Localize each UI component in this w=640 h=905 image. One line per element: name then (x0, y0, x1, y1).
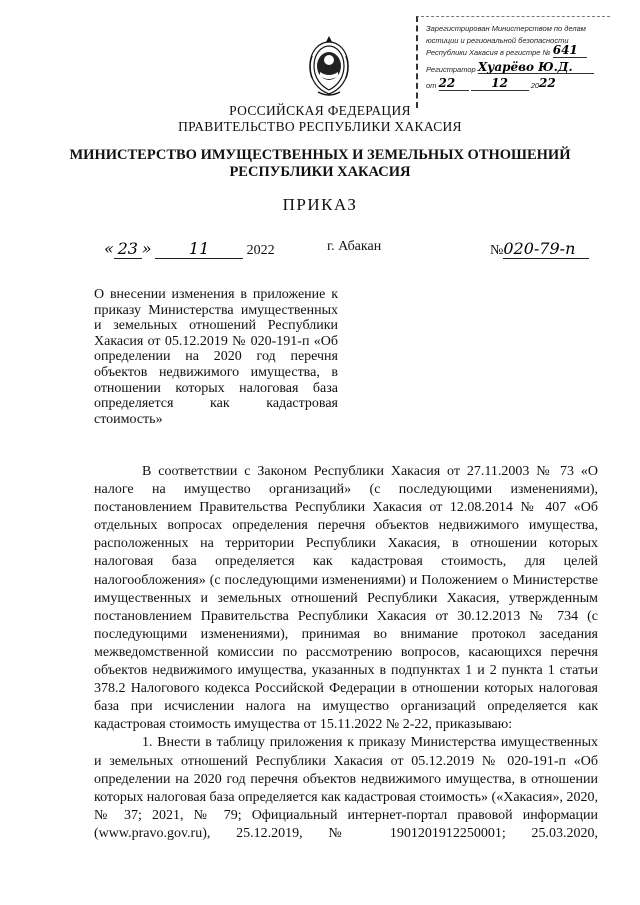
country-name: РОССИЙСКАЯ ФЕДЕРАЦИЯ (229, 103, 411, 118)
body-paragraph-1: В соответствии с Законом Республики Хакасия от 27.11.2003 № 73 «О налоге на имущество организаций» (с последующими изменениями), постановлением Правительства Республики Хакасия от 12.08.2014 № 407 «Об отдельных вопросах определения перечня объектов недвижимого имущества, расположенных на территории Республики Хакасия, в отношении которых налоговая база определяется как кадастровая стоимость, для целей налогообложения» (с последующими изменениями) и Положением о Министерстве имущественных и земельных отношений Республики Хакасия, утвержденным постановлением Правительства Республики Хакасия от 30.12.2013 № 734 (с последующими изменениями), принимая во внимание протокол заседания межведомственной комиссии по рассмотрению вопросов, касающихся перечня объектов недвижимого имущества, указанных в подпунктах 1 и 2 пункта 1 статьи 378.2 Налогового кодекса Российской Федерации в отношении которых налоговая база при исчислении налога на имущество организаций определяется как кадастровая стоимость имущества от 15.11.2022 № 2-22, приказываю: (94, 464, 598, 733)
stamp-registrar-label: Регистратор (426, 64, 476, 74)
date-month: 11 (155, 239, 243, 259)
number-sign: № (490, 243, 504, 258)
stamp-registrar-signature: Хуарёво Ю.Д. (478, 62, 594, 75)
stamp-date-prefix: от (426, 81, 437, 90)
stamp-line-3 (426, 43, 610, 59)
ministry-name-line-1: МИНИСТЕРСТВО ИМУЩЕСТВЕННЫХ И ЗЕМЕЛЬНЫХ ОТНОШЕНИЙ (69, 147, 571, 163)
document-type: ПРИКАЗ (282, 195, 358, 214)
order-date (104, 239, 275, 259)
date-year: 2022 (246, 243, 275, 258)
body-paragraph-2: 1. Внести в таблицу приложения к приказу Министерства имущественных и земельных отношений Республики Хакасия от 05.12.2019 № 020-191-п «Об определении на 2020 год перечня объектов недвижимого имущества, в отношении которых налоговая база определяется как кадастровая стоимость» («Хакасия», 2020, № 37; 2021, № 79; Официальный интернет-портал правовой информации (www.pravo.gov.ru), 25.12.2019, № 1901201912250001; 25.03.2020, (94, 735, 598, 841)
stamp-reg-day: 22 (439, 78, 469, 91)
stamp-line-4 (426, 59, 610, 76)
date-day: 23 (114, 239, 142, 259)
date-quote-close: » (141, 239, 152, 258)
stamp-line-5 (426, 76, 610, 92)
stamp-reg-month: 12 (471, 78, 529, 91)
date-quote-open: « (104, 239, 114, 258)
stamp-reg-number: 641 (553, 45, 587, 58)
stamp-year-suffix: 22 (539, 76, 556, 90)
stamp-line-3-label: Республики Хакасия в регистре № (426, 48, 551, 57)
government-name: ПРАВИТЕЛЬСТВО РЕСПУБЛИКИ ХАКАСИЯ (178, 119, 462, 134)
order-title: О внесении изменения в приложение к приказу Министерства имущественных и земельных отношений Республики Хакасия от 05.12.2019 № 020-191-п «Об определении на 2020 год перечня объектов недвижимого имущества, в отношении которых налоговая база определяется как кадастровая стоимость» (94, 287, 338, 427)
coat-of-arms-emblem (304, 36, 354, 100)
stamp-line-1: Зарегистрирован Министерством по делам (426, 24, 586, 33)
registration-stamp (416, 16, 610, 108)
stamp-line-2: юстиции и региональной безопасности (426, 35, 569, 45)
stamp-year-prefix: 20 (530, 81, 540, 90)
order-number (490, 239, 589, 259)
ministry-name-line-2: РЕСПУБЛИКИ ХАКАСИЯ (229, 164, 411, 180)
number-value: 020-79-п (503, 239, 589, 259)
order-body (94, 463, 598, 843)
order-city: г. Абакан (327, 239, 382, 254)
